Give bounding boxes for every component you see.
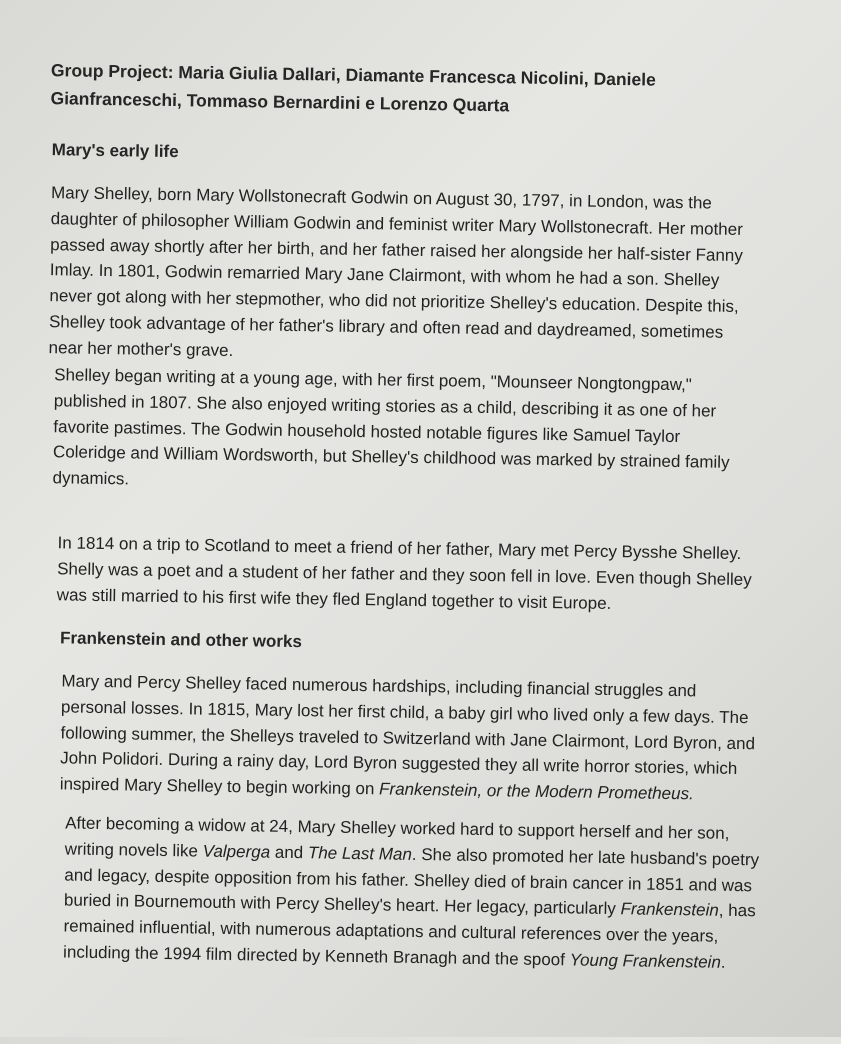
text-line: passed away shortly after her birth, and her father raised her alongside her half-sister Fanny xyxy=(50,234,743,265)
text-line: In 1814 on a trip to Scotland to meet a friend of her father, Mary met Percy Bysshe Shelley. xyxy=(57,533,742,564)
text-line: published in 1807. She also enjoyed writing stories as a child, describing it as one of her xyxy=(53,391,717,421)
text-line: favorite pastimes. The Godwin household hosted notable figures like Samuel Taylor xyxy=(53,416,681,446)
section-heading-frankenstein: Frankenstein and other works xyxy=(59,628,303,652)
text-line: dynamics. xyxy=(52,468,130,489)
text-line: Coleridge and William Wordsworth, but Shelley's childhood was marked by strained family xyxy=(52,442,730,473)
paragraph-early-life-3 xyxy=(57,530,753,618)
title-line: Group Project: Maria Giulia Dallari, Diamante Francesca Nicolini, Daniele xyxy=(50,60,657,90)
text-line: was still married to his first wife they fled England together to visit Europe. xyxy=(56,584,612,613)
text-line: and legacy, despite opposition from his father. Shelley died of brain cancer in 1851 and was xyxy=(64,865,753,895)
text-line: inspired Mary Shelley to begin working on Frankenstein, or the Modern Prometheus. xyxy=(59,774,694,804)
title-line: Gianfranceschi, Tommaso Bernardini e Lorenzo Quarta xyxy=(50,88,510,116)
text-line: Imlay. In 1801, Godwin remarried Mary Jane Clairmont, with whom he had a son. Shelley xyxy=(49,260,720,291)
text-line: following summer, the Shelleys traveled to Switzerland with Jane Clairmont, Lord Byron, and xyxy=(60,722,756,753)
text-line: Shelley began writing at a young age, with her first poem, "Mounseer Nongtongpaw," xyxy=(54,365,692,395)
text-line: Shelley took advantage of her father's library and often read and daydreamed, sometimes xyxy=(48,312,724,342)
text-line: writing novels like Valperga and The Last Man. She also promoted her late husband's poetry xyxy=(64,839,760,870)
paragraph-early-life-1 xyxy=(48,180,743,371)
text-line: remained influential, with numerous adaptations and cultural references over the years, xyxy=(63,916,719,946)
text-line: Mary Shelley, born Mary Wollstonecraft Godwin on August 30, 1797, in London, was the xyxy=(50,183,712,213)
text-line: daughter of philosopher William Godwin and feminist writer Mary Wollstonecraft. Her mother xyxy=(50,208,743,239)
text-line: buried in Bournemouth with Percy Shelley's heart. Her legacy, particularly Frankenstein, has xyxy=(63,890,756,921)
text-line: Shelly was a poet and a student of her father and they soon fell in love. Even though Shelley xyxy=(57,559,752,590)
text-line: John Polidori. During a rainy day, Lord Byron suggested they all write horror stories, which xyxy=(60,748,738,779)
text-line: never got along with her stepmother, who did not prioritize Shelley's education. Despite this, xyxy=(49,286,739,317)
section-heading-early-life: Mary's early life xyxy=(51,140,179,162)
paragraph-frankenstein-2 xyxy=(63,810,760,976)
text-line: near her mother's grave. xyxy=(48,337,234,360)
text-line: including the 1994 film directed by Kenneth Branagh and the spoof Young Frankenstein. xyxy=(62,942,726,972)
text-line: personal losses. In 1815, Mary lost her first child, a baby girl who lived only a few days. The xyxy=(60,697,749,727)
text-line: After becoming a widow at 24, Mary Shelley worked hard to support herself and her son, xyxy=(65,813,730,843)
text-line: Mary and Percy Shelley faced numerous hardships, including financial struggles and xyxy=(61,671,697,701)
document-title xyxy=(50,56,811,124)
paragraph-early-life-2 xyxy=(52,362,731,502)
paragraph-frankenstein-1 xyxy=(60,668,756,808)
